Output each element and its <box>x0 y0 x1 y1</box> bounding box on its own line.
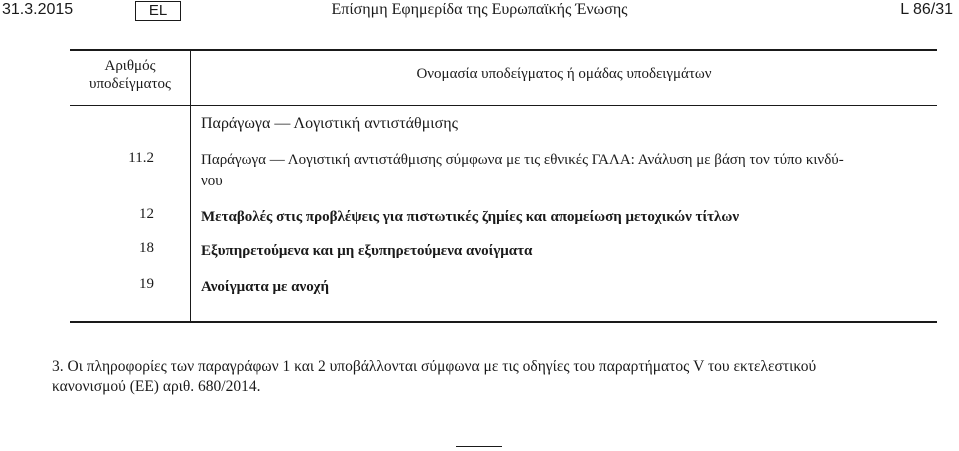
note-paragraph <box>52 357 912 397</box>
footer-separator <box>456 446 502 447</box>
table-row-text: Μεταβολές στις προβλέψεις για πιστωτικές ζημίες και απομείωση μετοχικών τίτλων <box>201 209 740 225</box>
column-header-number-line1: Αριθμός <box>104 58 156 74</box>
column-header-name: Ονομασία υποδείγματος ή ομάδας υποδειγμάτων <box>416 66 712 82</box>
note-number: 3. <box>52 358 64 375</box>
note-text-line2: κανονισμού (ΕΕ) αριθ. 680/2014. <box>52 378 261 395</box>
table-bottom-rule <box>70 321 937 323</box>
journal-title: Επίσημη Εφημερίδα της Ευρωπαϊκής Ένωσης <box>331 1 628 18</box>
publication-date: 31.3.2015 <box>2 1 74 18</box>
table-header-rule <box>70 105 937 106</box>
table-row-text-line1: Παράγωγα — Λογιστική αντιστάθμισης σύμφωνα με τις εθνικές ΓΑΛΑ: Ανάλυση με βάση τον τύπο κινδύ- <box>201 152 844 168</box>
table-row-number: 12 <box>139 206 154 222</box>
table-column-divider <box>190 49 191 322</box>
table-row-text: Εξυπηρετούμενα και μη εξυπηρετούμενα ανοίγματα <box>201 243 533 259</box>
table-row-text <box>201 150 931 192</box>
table-row-number: 18 <box>139 240 154 256</box>
page-reference: L 86/31 <box>900 1 953 18</box>
table-row-text: Ανοίγματα με ανοχή <box>201 279 329 295</box>
table-row-number: 19 <box>139 276 154 292</box>
language-badge: EL <box>135 1 181 21</box>
table-row-number: 11.2 <box>128 150 154 166</box>
group-title: Παράγωγα — Λογιστική αντιστάθμισης <box>201 115 458 132</box>
page-header <box>0 0 959 26</box>
column-header-number <box>70 57 190 93</box>
column-header-number-line2: υποδείγματος <box>89 76 171 92</box>
note-text-line1: Οι πληροφορίες των παραγράφων 1 και 2 υποβάλλονται σύμφωνα με τις οδηγίες του παραρτήματος V του εκτελεστικού <box>67 358 817 375</box>
table-top-rule <box>70 49 937 51</box>
table-row-text-line2: νου <box>201 173 223 189</box>
